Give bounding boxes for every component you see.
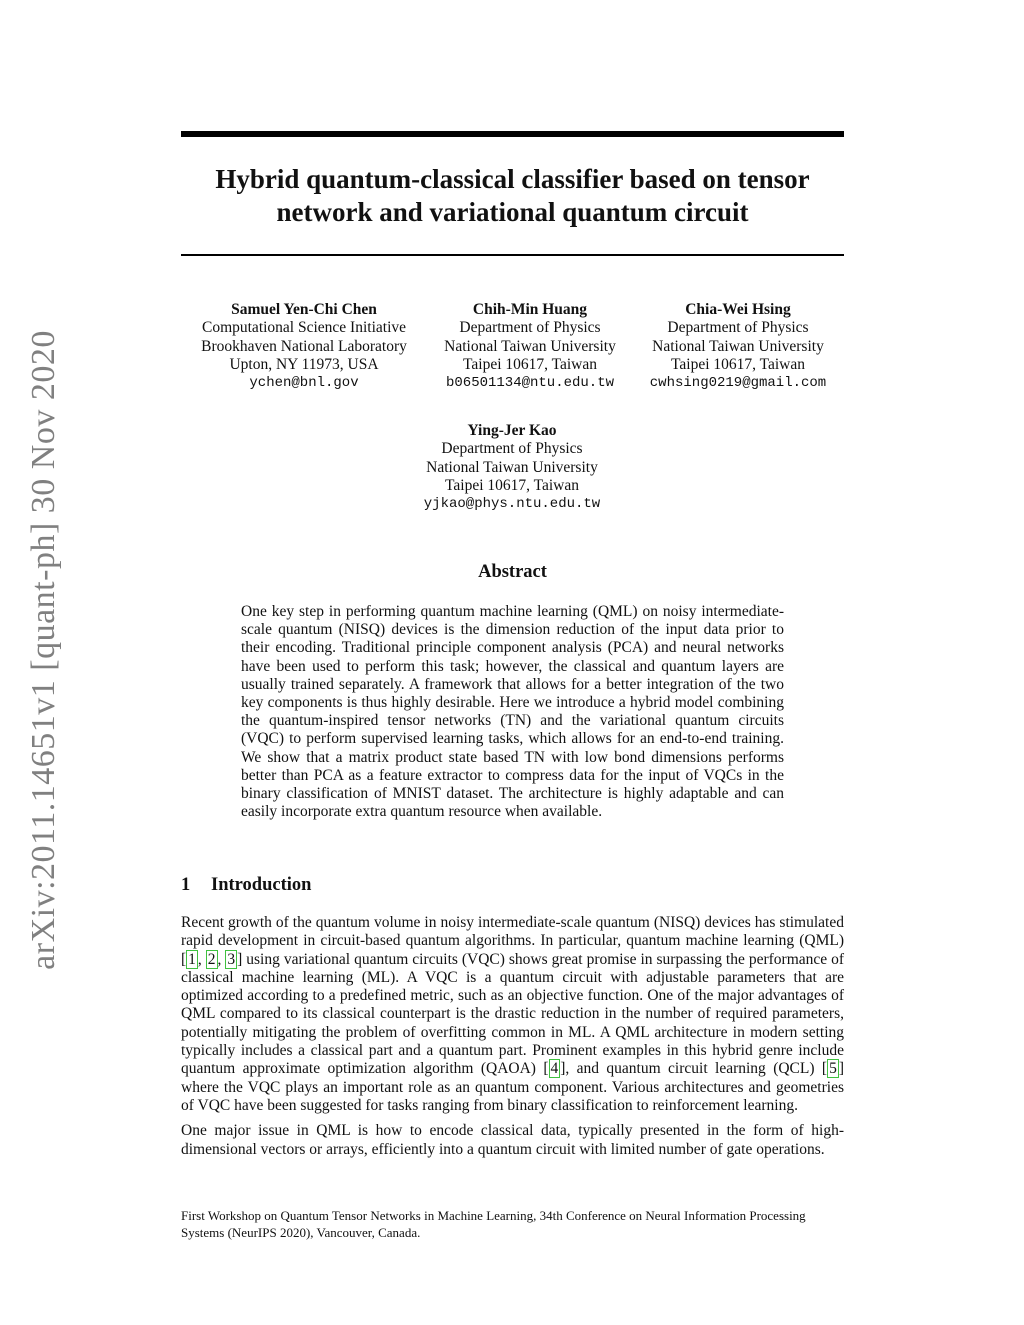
author-affiliation: National Taiwan University <box>652 337 824 355</box>
citation-separator: , <box>197 950 206 968</box>
author-block <box>618 301 858 392</box>
intro-text: ] using variational quantum circuits (VQC) shows great promise in surpassing the performance of classical machine learning (ML). A VQC is a quantum circuit with adjustable parameters that are optimized according to a predefined metric, such as an objective function. One of the major advantages of QML compared to its classical counterpart is the drastic reduction in the number of required parameters, potentially mitigating the problem of overfitting common in ML. A QML architecture in modern setting typically includes a classical part and a quantum part. Prominent examples in this hybrid genre include quantum approximate optimization algorithm (QAOA) [ <box>181 950 845 1078</box>
section-title: Introduction <box>211 875 312 895</box>
title-bottom-rule <box>181 254 844 256</box>
paper-title-line-2: network and variational quantum circuit <box>276 197 749 227</box>
title-top-rule <box>181 131 844 137</box>
intro-text: ] where the VQC plays an important role as an quantum component. Various architectures and geometries of VQC have been suggested for tasks ranging from binary classification to reinforcement learning. <box>181 1060 844 1114</box>
arxiv-stamp: arXiv:2011.14651v1 [quant-ph] 30 Nov 2020 <box>25 330 62 970</box>
intro-paragraph-2: One major issue in QML is how to encode classical data, typically presented in the form of high-dimensional vectors or arrays, efficiently into a quantum circuit with limited number of gate operations. <box>181 1122 844 1158</box>
author-name: Samuel Yen-Chi Chen <box>231 301 377 318</box>
author-affiliation: Department of Physics <box>459 319 601 337</box>
author-block <box>184 301 424 392</box>
intro-text: ], and quantum circuit learning (QCL) [ <box>560 1060 828 1078</box>
paper-title-line-1: Hybrid quantum-classical classifier based on tensor <box>215 164 810 194</box>
abstract-heading: Abstract <box>478 562 547 582</box>
author-address: Taipei 10617, Taiwan <box>671 355 805 373</box>
author-name: Ying-Jer Kao <box>467 422 557 439</box>
author-email[interactable]: ychen@bnl.gov <box>249 375 359 392</box>
author-email[interactable]: b06501134@ntu.edu.tw <box>445 375 615 392</box>
intro-text: Recent growth of the quantum volume in noisy intermediate-scale quantum (NISQ) devices has stimulated rapid development in circuit-based quantum algorithms. In particular, quantum machine learning (QML) [ <box>181 914 844 968</box>
intro-paragraph-1 <box>181 914 844 1115</box>
author-address: Upton, NY 11973, USA <box>229 355 379 373</box>
citation-separator: , <box>217 950 226 968</box>
citation-link[interactable]: 5 <box>829 1060 837 1078</box>
citation-link[interactable]: 2 <box>207 950 216 968</box>
author-address: Taipei 10617, Taiwan <box>463 355 597 373</box>
paper-title <box>181 163 844 229</box>
introduction-body <box>181 914 844 1166</box>
author-affiliation: Computational Science Initiative <box>201 319 407 337</box>
author-block <box>392 422 632 513</box>
citation-link[interactable]: 3 <box>227 950 236 968</box>
author-name: Chih-Min Huang <box>472 301 588 318</box>
venue-footnote: First Workshop on Quantum Tensor Networks in Machine Learning, 34th Conference on Neural Information Processing Systems (NeurIPS 2020), Vancouver, Canada. <box>181 1208 806 1240</box>
author-affiliation: Department of Physics <box>667 319 809 337</box>
section-number: 1 <box>181 875 191 895</box>
author-affiliation: Brookhaven National Laboratory <box>201 337 407 355</box>
author-name: Chia-Wei Hsing <box>685 301 791 318</box>
author-affiliation: National Taiwan University <box>426 458 598 476</box>
author-email[interactable]: yjkao@phys.ntu.edu.tw <box>423 496 601 513</box>
author-affiliation: National Taiwan University <box>444 337 616 355</box>
author-block <box>410 301 650 392</box>
citation-link[interactable]: 1 <box>188 950 196 968</box>
author-email[interactable]: cwhsing0219@gmail.com <box>649 375 827 392</box>
abstract-text: One key step in performing quantum machine learning (QML) on noisy intermediate-scale quantum (NISQ) devices is the dimension reduction of the input data prior to their encoding. Traditional principle component analysis (PCA) and neural networks have been used to perform this task; however, the classical and quantum layers are usually trained separately. A framework that allows for a better integration of the two key components is thus highly desirable. Here we introduce a hybrid model combining the quantum-inspired tensor networks (TN) and the variational quantum circuits (VQC) to perform supervised learning tasks, which allows for an end-to-end training. We show that a matrix product state based TN with low bond dimensions performs better than PCA as a feature extractor to compress data for the input of VQCs in the binary classification of MNIST dataset. The architecture is highly adaptable and can easily incorporate extra quantum resource when available. <box>241 603 784 821</box>
citation-link[interactable]: 4 <box>550 1060 559 1078</box>
author-address: Taipei 10617, Taiwan <box>445 476 579 494</box>
section-heading-introduction <box>181 874 311 896</box>
author-affiliation: Department of Physics <box>441 440 583 458</box>
